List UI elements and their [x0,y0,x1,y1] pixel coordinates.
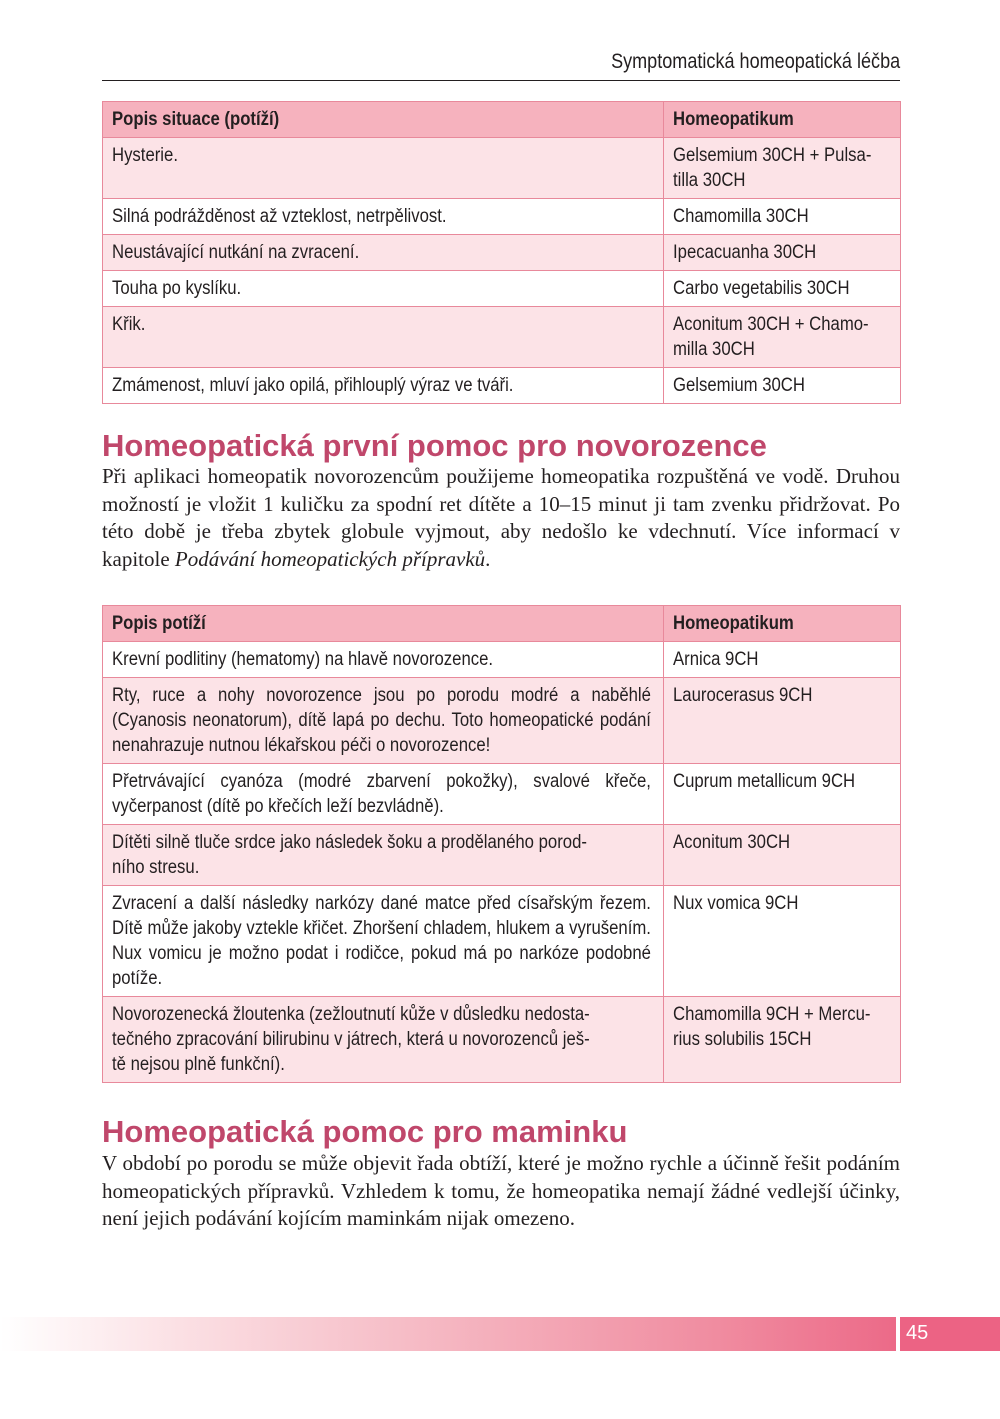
cell-remedy: Gelsemium 30CH [664,368,901,404]
cell-remedy: Carbo vegetabilis 30CH [664,271,901,307]
running-title: Symptomatická homeopatická léčba [610,50,900,73]
cell-situation: Silná podrážděnost až vzteklost, netrpělivost. [103,199,664,235]
table-row [103,997,901,1083]
symptom-table-2 [102,605,901,1083]
cell-remedy: Cuprum metallicum 9CH [664,764,901,825]
cell-situation: Rty, ruce a nohy novorozence jsou po porodu modré a naběhlé (Cyanosis neonatorum), dítě lapá po dechu. Toto homeopatické podání nenahrazuje nutnou lékařskou péči o novorozence! [103,678,664,764]
footer-gradient-bar [0,1317,896,1351]
table-row [103,886,901,997]
table-row [103,764,901,825]
table-row [103,368,901,404]
section-heading-newborn: Homeopatická první pomoc pro novorozence [102,428,767,463]
cell-remedy: Aconitum 30CH [664,825,901,886]
column-header-remedy: Homeopatikum [664,606,901,642]
table-row [103,307,901,368]
cell-remedy: Gelsemium 30CH + Pulsa- tilla 30CH [664,138,901,199]
section-paragraph-newborn: Při aplikaci homeopatik novorozencům použijeme homeopatika rozpuštěná ve vodě. Druhou možností je vložit 1 kuličku za spodní ret dítěte a 10–15 minut ji tam zvenku přidržovat. Po této době je třeba zbytek globule vyjmout, aby nedošlo ke vdechnutí. Více informací v kapitole Podávání homeopatických přípravků. [102,464,900,571]
section-paragraph-mother: V období po porodu se může objevit řada obtíží, které je možno rychle a účinně řešit podáním homeopatických přípravků. Vzhledem k tomu, že homeopatika nemají žádné vedlejší účinky, není jejich podávání kojícím maminkám nijak omezeno. [102,1151,900,1230]
chapter-reference: Podávání homeopatických přípravků [174,546,486,571]
cell-situation: Dítěti silně tluče srdce jako následek šoku a prodělaného porod- ního stresu. [103,825,664,886]
cell-remedy: Ipecacuanha 30CH [664,235,901,271]
column-header-situation: Popis potíží [103,606,664,642]
table-header-row [103,102,901,138]
cell-remedy: Aconitum 30CH + Chamo- milla 30CH [664,307,901,368]
column-header-situation: Popis situace (potíží) [103,102,664,138]
table-row [103,199,901,235]
section-heading-mother: Homeopatická pomoc pro maminku [102,1114,628,1149]
cell-remedy: Laurocerasus 9CH [664,678,901,764]
cell-remedy: Nux vomica 9CH [664,886,901,997]
cell-remedy: Arnica 9CH [664,642,901,678]
cell-situation: Zmámenost, mluví jako opilá, přihlouplý výraz ve tváři. [103,368,664,404]
cell-situation: Touha po kyslíku. [103,271,664,307]
column-header-remedy: Homeopatikum [664,102,901,138]
table-header-row [103,606,901,642]
cell-remedy: Chamomilla 30CH [664,199,901,235]
table-row [103,138,901,199]
table-row [103,271,901,307]
cell-situation: Křik. [103,307,664,368]
cell-situation: Krevní podlitiny (hematomy) na hlavě novorozence. [103,642,664,678]
table-row [103,678,901,764]
cell-remedy: Chamomilla 9CH + Mercu- rius solubilis 15CH [664,997,901,1083]
cell-situation: Neustávající nutkání na zvracení. [103,235,664,271]
cell-situation: Novorozenecká žloutenka (zežloutnutí kůže v důsledku nedosta- tečného zpracování bilirubinu v játrech, která u novorozenců ješ- tě nejsou plně funkční). [103,997,664,1083]
table-row [103,825,901,886]
table-row [103,642,901,678]
cell-situation: Zvracení a další následky narkózy dané matce před císařským řezem. Dítě může jakoby vztekle křičet. Zhoršení chladem, hlukem a vyrušením. Nux vomicu je možno podat i rodičce, pokud má po narkóze podobné potíže. [103,886,664,997]
table-row [103,235,901,271]
header-rule [102,80,900,81]
symptom-table-1 [102,101,901,404]
cell-situation: Přetrvávající cyanóza (modré zbarvení pokožky), svalové křeče, vyčerpanost (dítě po křečích leží bezvládně). [103,764,664,825]
cell-situation: Hysterie. [103,138,664,199]
page-number: 45 [906,1322,929,1344]
